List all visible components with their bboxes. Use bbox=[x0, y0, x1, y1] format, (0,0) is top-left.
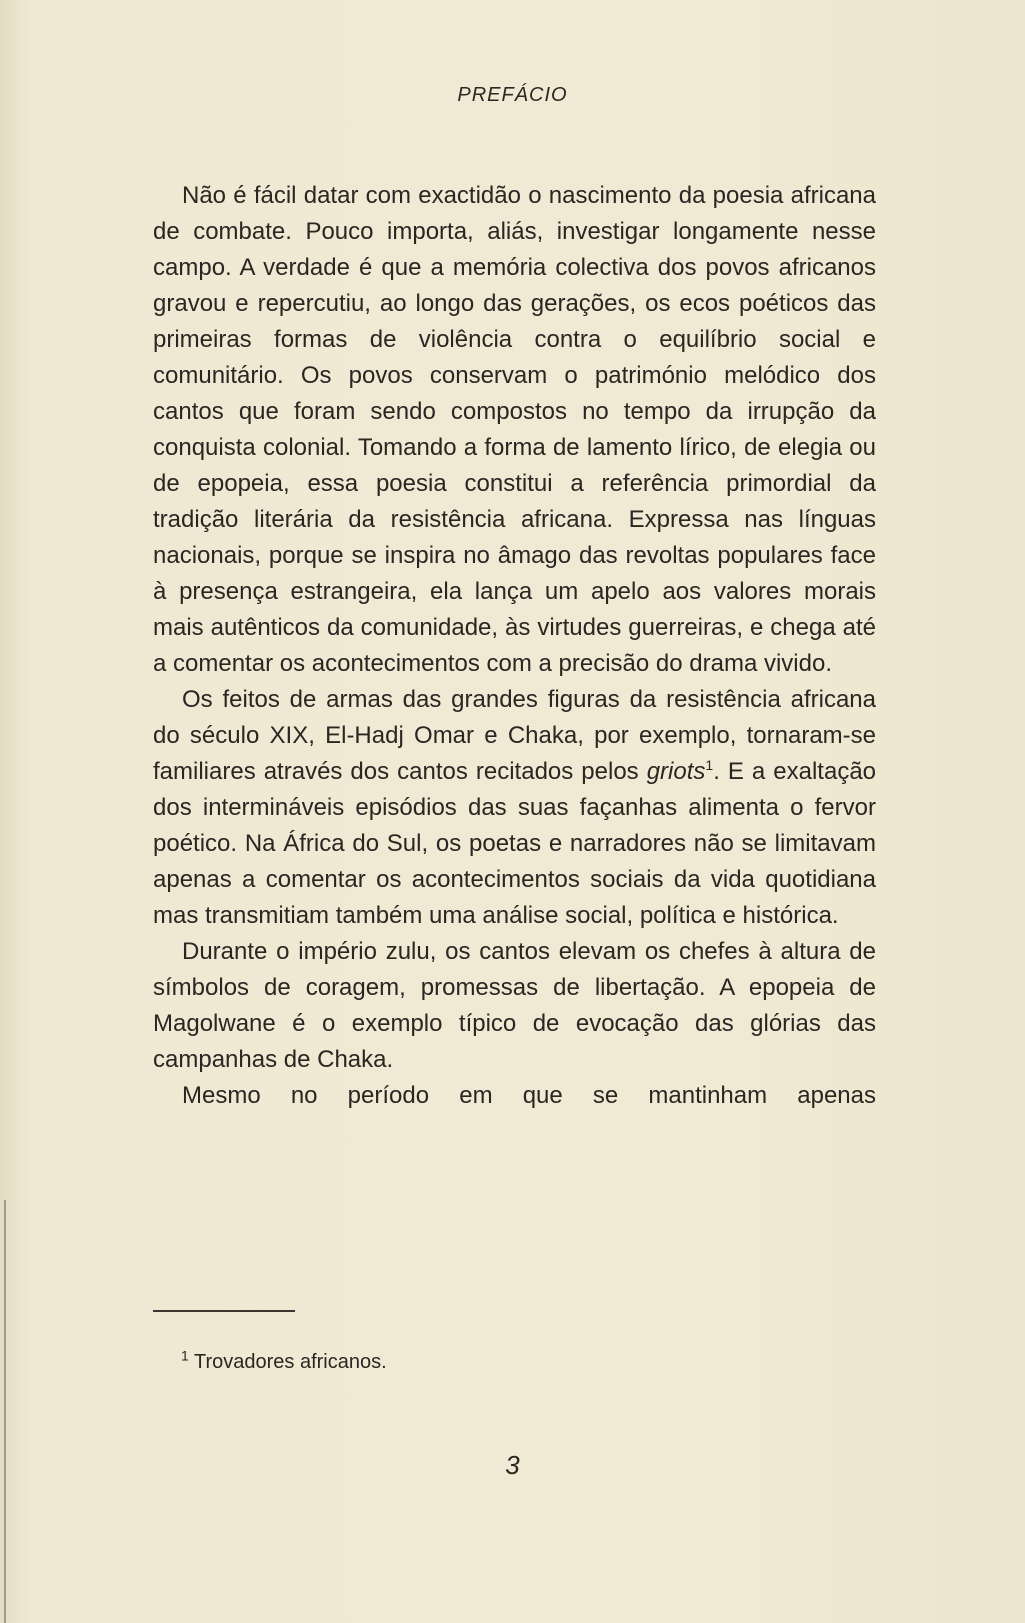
paragraph-2 bbox=[153, 682, 876, 934]
page-edge-shadow bbox=[4, 1200, 6, 1623]
paragraph-2-start: Os feitos de armas das grandes figuras da resistência africana do século XIX, El-Hadj Omar e Chaka, por exemplo, tornaram-se familiares através dos cantos recitados pelos bbox=[153, 686, 876, 785]
griots-term: griots bbox=[646, 758, 706, 785]
footnote bbox=[181, 1347, 387, 1374]
paragraph-2-end: . E a exaltação dos intermináveis episódios das suas façanhas alimenta o fervor poético. Na África do Sul, os poetas e narradores não se limitavam apenas a comentar os acontecimentos sociais da vida quotidiana mas transmitiam também uma análise social, política e histórica. bbox=[153, 758, 877, 929]
paragraph-4: Mesmo no período em que se mantinham apenas bbox=[182, 1082, 876, 1109]
body-text bbox=[153, 178, 876, 1114]
footnote-text: Trovadores africanos. bbox=[194, 1351, 387, 1373]
footnote-divider bbox=[153, 1310, 295, 1312]
paragraph-1: Não é fácil datar com exactidão o nascimento da poesia africana de combate. Pouco importa, aliás, investigar longamente nesse campo. A verdade é que a memória colectiva dos povos africanos gravou e repercutiu, ao longo das gerações, os ecos poéticos das primeiras formas de violência contra o equilíbrio social e comunitário. Os povos conservam o património melódico dos cantos que foram sendo compostos no tempo da irrupção da conquista colonial. Tomando a forma de lamento lírico, de elegia ou de epopeia, essa poesia constitui a referência primordial da tradição literária da resistência africana. Expressa nas línguas nacionais, porque se inspira no âmago das revoltas populares face à presença estrangeira, ela lança um apelo aos valores morais mais autênticos da comunidade, às virtudes guerreiras, e chega até a comentar os acontecimentos com a precisão do drama vivido. bbox=[153, 182, 876, 677]
page-number: 3 bbox=[505, 1450, 520, 1480]
running-head: PREFÁCIO bbox=[457, 84, 568, 106]
paragraph-3: Durante o império zulu, os cantos elevam os chefes à altura de símbolos de coragem, promessas de libertação. A epopeia de Magolwane é o exemplo típico de evocação das glórias das campanhas de Chaka. bbox=[153, 938, 876, 1073]
footnote-marker: 1 bbox=[181, 1347, 189, 1364]
footnote-reference: 1 bbox=[705, 757, 714, 773]
